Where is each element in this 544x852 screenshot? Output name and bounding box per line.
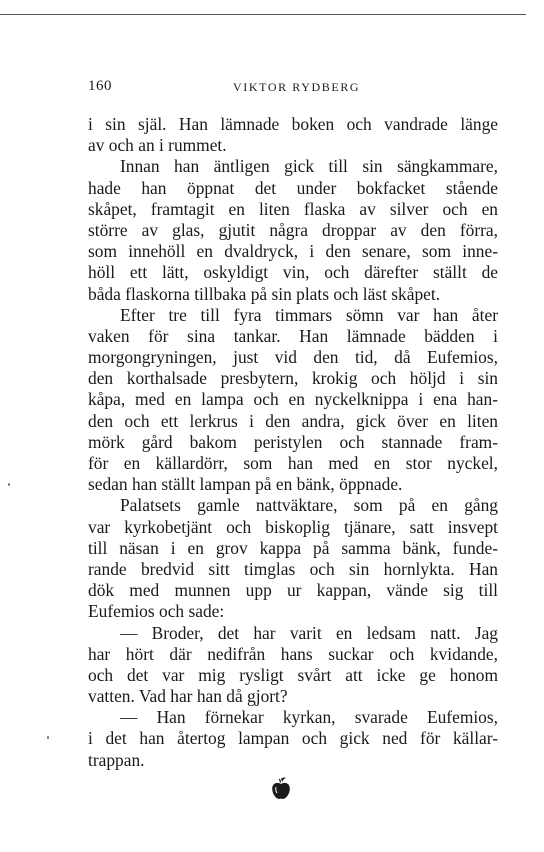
text-line: — Han förnekar kyrkan, svarade Eufemios, xyxy=(120,707,498,728)
text-line: mörk gård bakom peristylen och stannade fram- xyxy=(88,431,498,452)
running-title: VIKTOR RYDBERG xyxy=(233,80,361,94)
text-line: båda flaskorna tillbaka på sin plats och läst skåpet. xyxy=(88,283,441,304)
text-line: den och ett lerkrus i den andra, gick över en liten xyxy=(88,410,498,431)
text-line: Eufemios och sade: xyxy=(88,601,225,622)
text-line: var kyrkobetjänt och biskoplig tjänare, satt insvept xyxy=(88,516,498,537)
text-line: som innehöll en dvaldryck, i den senare, som inne- xyxy=(88,241,498,262)
text-line: hade han öppnat det under bokfacket stående xyxy=(88,177,498,198)
text-line: den korthalsade presbytern, krokig och höljd i sin xyxy=(88,368,498,389)
text-line: Innan han äntligen gick till sin sängkammare, xyxy=(120,156,498,177)
text-line: kåpa, med en lampa och en nyckelknippa i ena han- xyxy=(88,389,498,410)
text-line: vaken för sina tankar. Han lämnade bädden i xyxy=(88,325,498,346)
text-line: Efter tre till fyra timmars sömn var han åter xyxy=(120,304,498,325)
text-line: morgongryningen, just vid den tid, då Eufemios, xyxy=(88,347,498,368)
text-line: till näsan i en grov kappa på samma bänk, funde- xyxy=(88,537,498,558)
text-line: skåpet, framtagit en liten flaska av silver och en xyxy=(88,198,498,219)
text-line: höll ett lätt, oskyldigt vin, och därefter ställt de xyxy=(88,262,498,283)
text-line: dök med munnen upp ur kappan, vände sig till xyxy=(88,580,498,601)
text-line: vatten. Vad har han då gjort? xyxy=(88,686,288,707)
running-head xyxy=(88,78,498,98)
text-line: rande bredvid sitt timglas och sin hornlykta. Han xyxy=(88,558,498,579)
text-line: i det han återtog lampan och gick ned för källar- xyxy=(88,728,498,749)
text-line: för en källardörr, som han med en stor nyckel, xyxy=(88,453,498,473)
margin-speck xyxy=(8,483,10,486)
top-rule xyxy=(0,14,526,15)
text-line: — Broder, det har varit en ledsam natt. Jag xyxy=(120,622,498,643)
text-line: av och an i rummet. xyxy=(88,135,227,156)
fleuron-apple-icon xyxy=(270,776,292,802)
text-line: Palatsets gamle nattväktare, som på en gång xyxy=(120,495,498,516)
margin-speck xyxy=(47,736,49,739)
text-line: i sin själ. Han lämnade boken och vandrade länge xyxy=(88,114,498,134)
text-line: större av glas, gjutit några droppar av den förra, xyxy=(88,219,498,240)
body-text xyxy=(88,114,498,771)
page-number: 160 xyxy=(88,78,112,94)
text-line: och det var mig rysligt svårt att icke ge honom xyxy=(88,664,498,685)
text-line: trappan. xyxy=(88,749,145,770)
text-line: har hört där nedifrån hans suckar och kvidande, xyxy=(88,643,498,664)
text-line: sedan han ställt lampan på en bänk, öppnade. xyxy=(88,474,403,495)
